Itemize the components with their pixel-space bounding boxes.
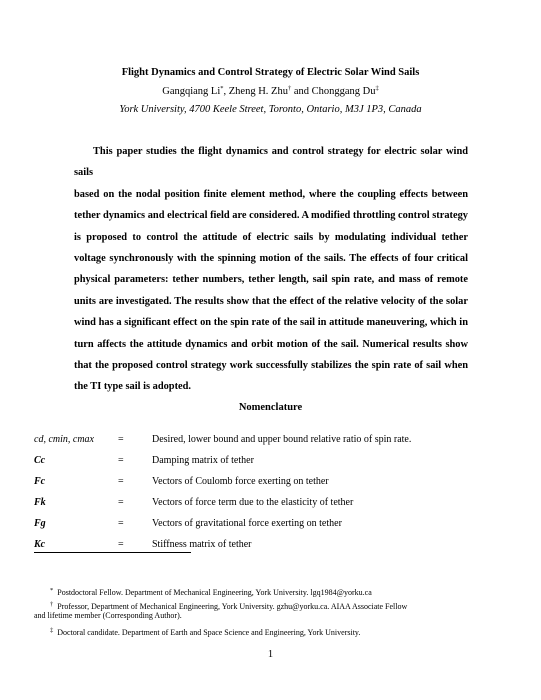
- abstract-line: synchronously with the spinning motion of the sails. The effects of four critical physical: [74, 253, 469, 286]
- nomenclature-equals: =: [118, 476, 124, 487]
- nomenclature-symbol: Fc: [34, 476, 46, 487]
- footnote: [34, 611, 182, 621]
- author-name: Gangqiang Li: [162, 86, 221, 97]
- nomenclature-definition: Vectors of Coulomb force exerting on tether: [152, 476, 329, 487]
- nomenclature-symbol: cd, cmin, cmax: [34, 434, 94, 445]
- nomenclature-definition: Desired, lower bound and upper bound relative ratio of spin rate.: [152, 434, 412, 445]
- author-mark: *: [220, 85, 224, 92]
- nomenclature-equals: =: [118, 434, 124, 445]
- abstract-line: the attitude dynamics and orbit motion of the sail. Numerical results show that the: [74, 338, 468, 372]
- author-name: Zheng H. Zhu: [228, 86, 288, 97]
- abstract-line: a significant effect on the spin rate of the sail in attitude maneuvering, which in turn affects: [74, 317, 468, 350]
- abstract-line: is proposed to control the attitude of electric sails by modulating individual tether voltage: [74, 231, 468, 265]
- nomenclature-symbol: Fg: [34, 518, 46, 529]
- footnote: [50, 586, 372, 598]
- abstract-line: tether dynamics and electrical field are considered. A modified throttling control strategy: [74, 210, 468, 222]
- author-list: [0, 86, 541, 97]
- abstract-line: investigated. The results show that the effect of the relative velocity of the solar wind has: [74, 295, 468, 329]
- abstract-line: based on the nodal position finite element method, where the coupling effects between: [74, 188, 468, 200]
- footnote-text: Postdoctoral Fellow. Department of Mechanical Engineering, York University. lgq1984@yorku.ca: [57, 588, 372, 597]
- author-mark: †: [287, 85, 292, 92]
- author-mark: ‡: [375, 85, 379, 92]
- nomenclature-heading: Nomenclature: [238, 402, 303, 413]
- footnote-text: Doctoral candidate. Department of Earth and Space Science and Engineering, York University.: [57, 628, 361, 637]
- footnote: [50, 626, 360, 638]
- nomenclature-symbol: Kc: [34, 539, 46, 550]
- nomenclature-equals: =: [118, 518, 124, 529]
- footnote-text: and lifetime member (Corresponding Author).: [34, 611, 182, 620]
- author-name: Chonggang Du: [311, 86, 376, 97]
- affiliation: York University, 4700 Keele Street, Toronto, Ontario, M3J 1P3, Canada: [119, 104, 422, 115]
- abstract-line: proposed control strategy work successfully stabilizes the spin rate of sail when the TI type: [74, 360, 469, 393]
- abstract-line: sail is adopted.: [125, 381, 192, 393]
- nomenclature-definition: Vectors of gravitational force exerting on tether: [152, 518, 342, 529]
- paper-title: Flight Dynamics and Control Strategy of Electric Solar Wind Sails: [121, 67, 420, 78]
- nomenclature-definition: Stiffness matrix of tether: [152, 539, 252, 550]
- nomenclature-symbol: Cc: [34, 455, 46, 466]
- abstract: [74, 141, 468, 398]
- author-separator: and: [291, 86, 312, 97]
- footnote-divider: [34, 552, 191, 553]
- abstract-line: parameters: tether numbers, tether length, sail spin rate, and mass of remote units are: [74, 274, 468, 307]
- nomenclature-definition: Damping matrix of tether: [152, 455, 254, 466]
- footnote-mark: ‡: [50, 627, 54, 634]
- footnote-mark: †: [50, 601, 54, 608]
- footnote-mark: *: [50, 587, 54, 594]
- nomenclature-equals: =: [118, 539, 124, 550]
- nomenclature-symbol: Fk: [34, 497, 46, 508]
- footnote-text: Professor, Department of Mechanical Engineering, York University. gzhu@yorku.ca. AIAA Associate Fellow: [57, 602, 408, 611]
- page-number: 1: [267, 649, 274, 660]
- author-separator: ,: [223, 86, 229, 97]
- nomenclature-equals: =: [118, 455, 124, 466]
- nomenclature-definition: Vectors of force term due to the elasticity of tether: [152, 497, 354, 508]
- nomenclature-equals: =: [118, 497, 124, 508]
- abstract-line: This paper studies the flight dynamics and control strategy for electric solar wind sails: [74, 146, 468, 179]
